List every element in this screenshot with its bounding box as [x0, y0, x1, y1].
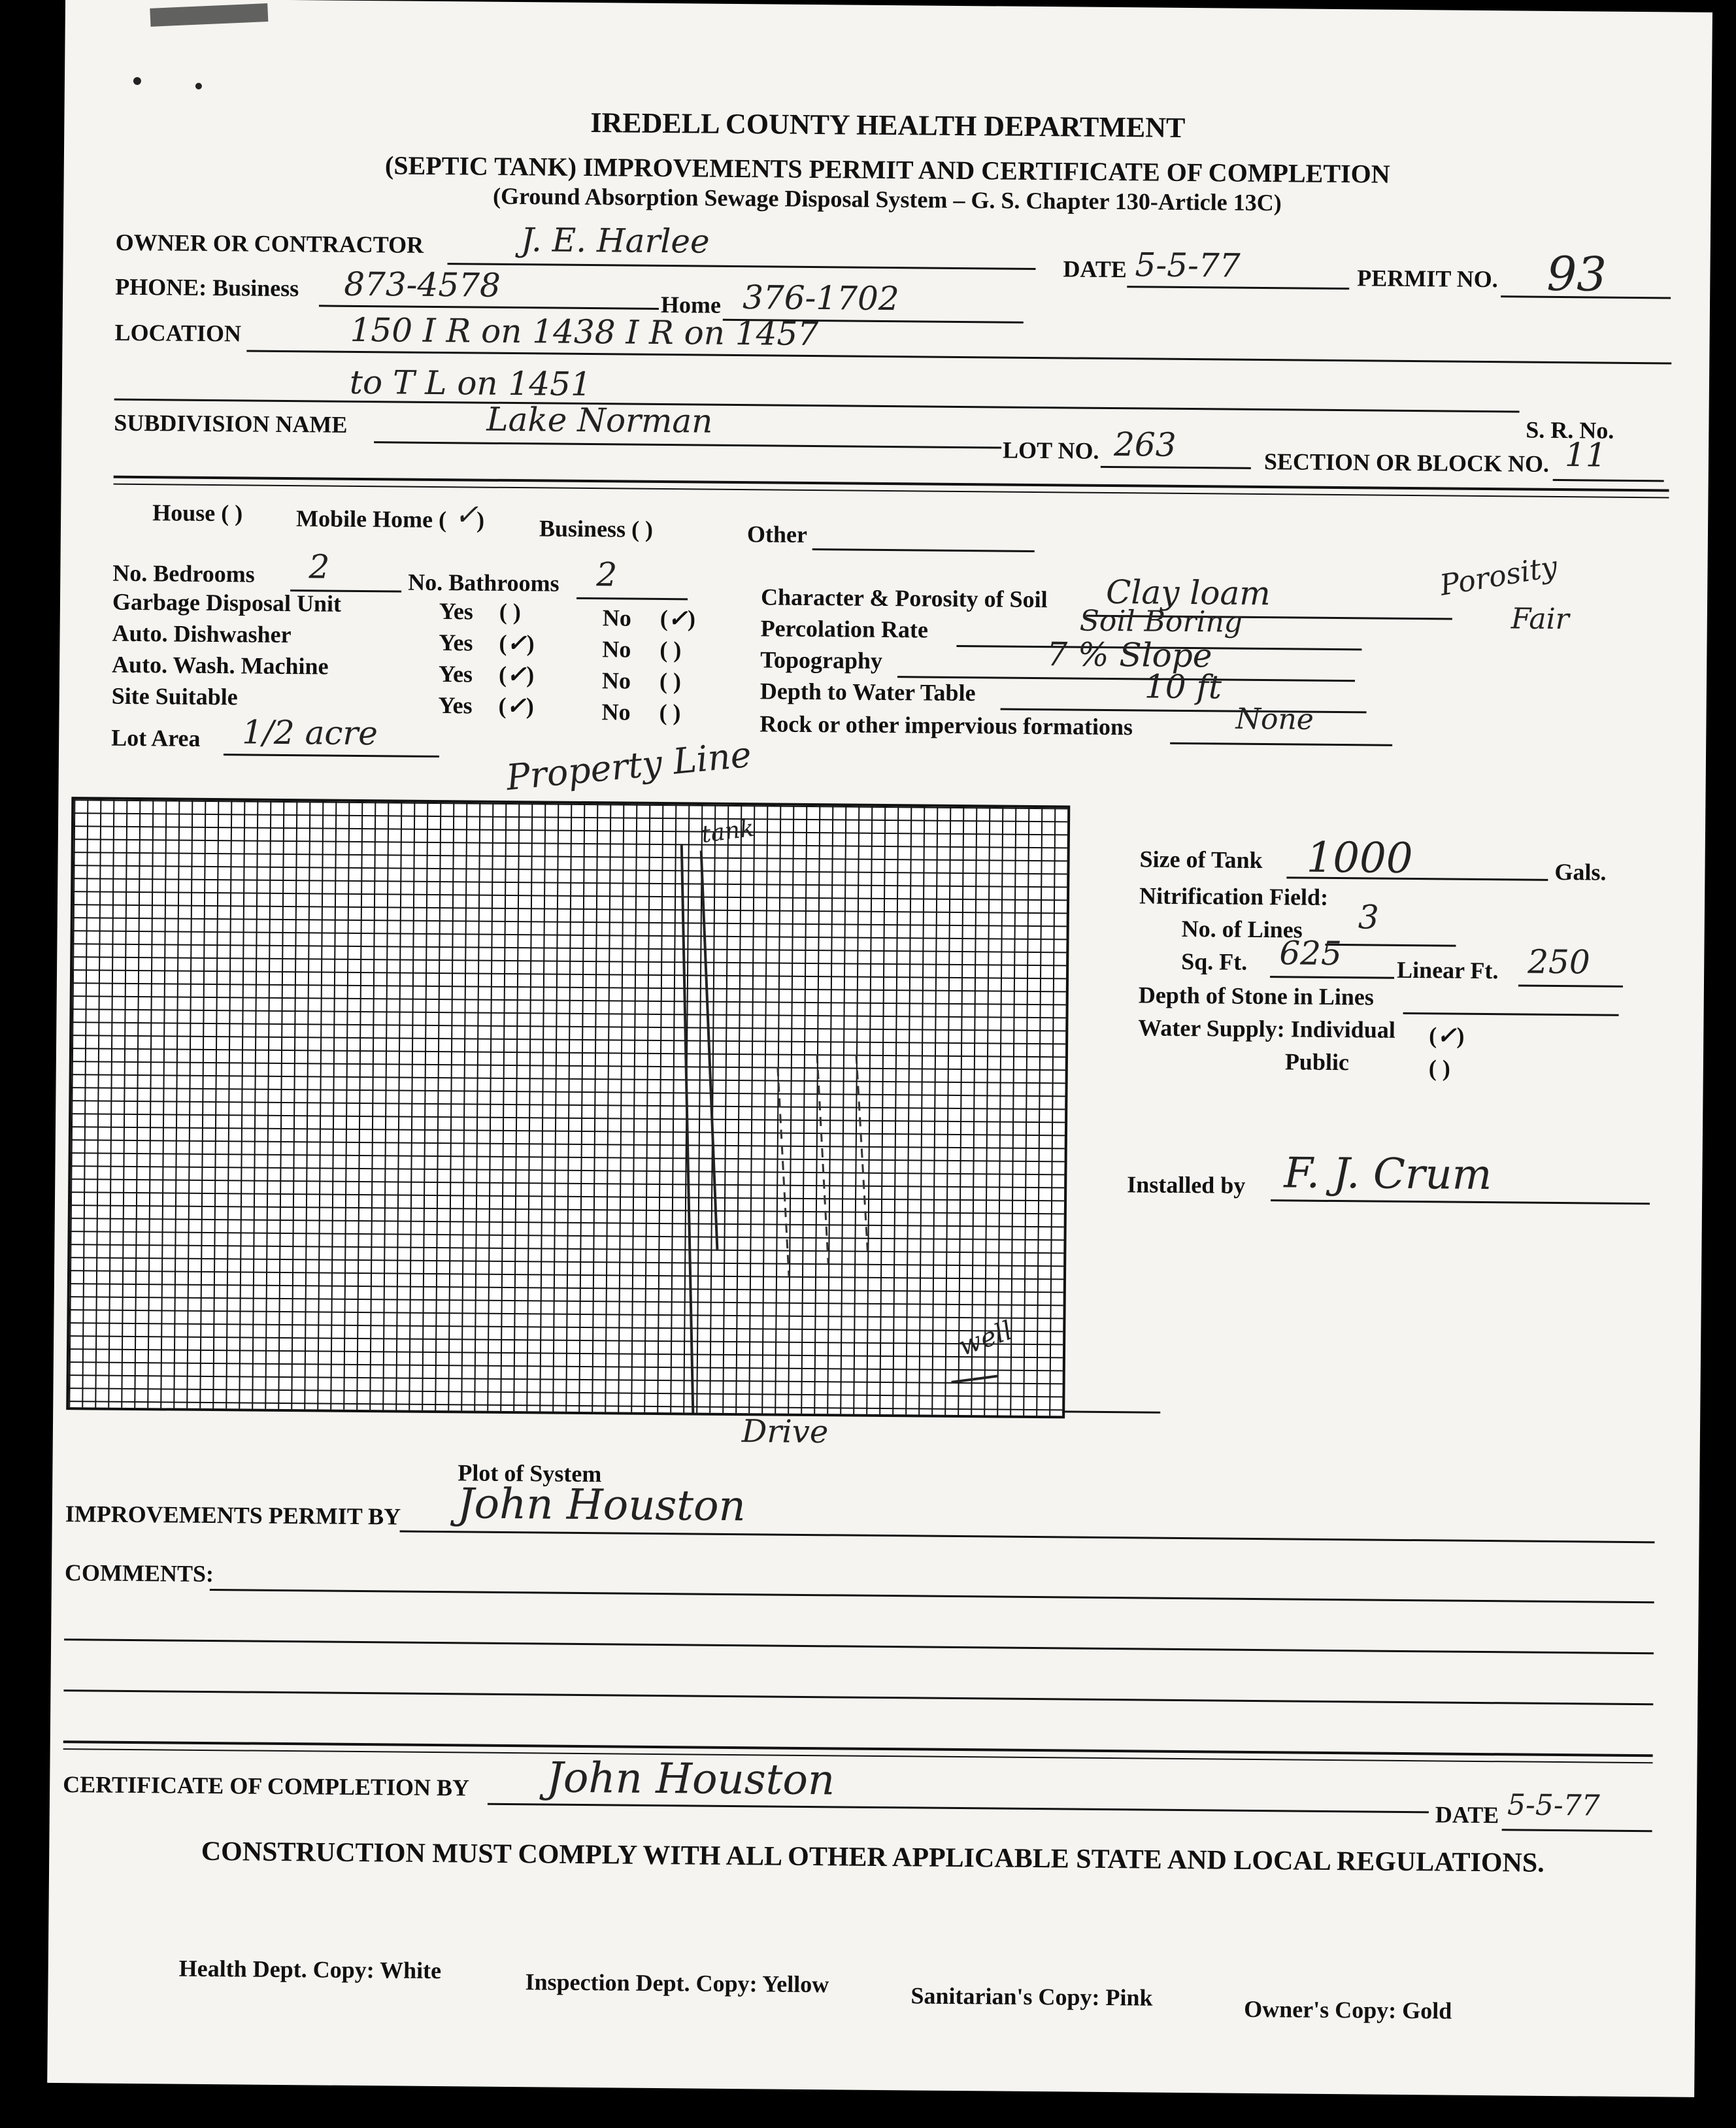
section-line [1553, 479, 1664, 482]
bedrooms-label: No. Bedrooms [112, 559, 255, 588]
form-title: IREDELL COUNTY HEALTH DEPARTMENT [590, 107, 1186, 144]
copy-pink: Sanitarian's Copy: Pink [910, 1982, 1153, 2011]
water-individual-box: (✓) [1429, 1022, 1465, 1049]
nitrification-label: Nitrification Field: [1139, 882, 1329, 910]
plot-note-drive: Drive [741, 1413, 829, 1451]
perc-value: Soil Boring [1079, 604, 1243, 639]
linear-label: Linear Ft. [1396, 956, 1499, 984]
lot-no-line [1101, 466, 1251, 469]
location-value-1: 150 I R on 1438 I R on 1457 [350, 310, 819, 354]
lot-no-value: 263 [1113, 425, 1177, 464]
wash-machine-label: Auto. Wash. Machine [111, 651, 329, 680]
phone-home-value: 376-1702 [742, 278, 899, 318]
wash-machine-no-label: No [601, 667, 631, 694]
form-subtitle-statute: (Ground Absorption Sewage Disposal System – G. S. Chapter 130-Article 13C) [492, 182, 1282, 216]
garbage-label: Garbage Disposal Unit [112, 588, 342, 617]
other-label: Other [746, 521, 808, 548]
phone-business-label: PHONE: Business [115, 273, 299, 302]
permit-no-label: PERMIT NO. [1357, 265, 1498, 293]
phone-business-value: 873-4578 [343, 265, 501, 305]
soil-value: Clay loam [1105, 573, 1271, 613]
sqft-value: 625 [1279, 934, 1343, 973]
garbage-yes-box: ( ) [499, 598, 522, 625]
water-table-value: 10 ft [1144, 667, 1222, 707]
stone-depth-label: Depth of Stone in Lines [1138, 982, 1375, 1010]
site-suitable-no-label: No [601, 699, 631, 725]
installed-by-line [1271, 1199, 1650, 1205]
comments-line-2 [64, 1638, 1654, 1654]
comments-rule-2 [63, 1748, 1653, 1763]
date-value: 5-5-77 [1135, 246, 1241, 285]
bedrooms-value: 2 [309, 548, 330, 586]
water-public-label: Public [1284, 1048, 1350, 1076]
owner-value: J. E. Harlee [520, 221, 710, 261]
installed-by-label: Installed by [1127, 1171, 1246, 1199]
topography-value: 7 % Slope [1046, 635, 1212, 675]
water-public-box: ( ) [1428, 1055, 1450, 1082]
installed-by-value: F. J. Crum [1284, 1149, 1492, 1200]
soil-note-fair: Fair [1511, 602, 1569, 637]
comments-label: COMMENTS: [64, 1559, 214, 1588]
site-suitable-no-box: ( ) [659, 699, 681, 726]
dishwasher-no-label: No [602, 636, 631, 663]
copy-yellow: Inspection Dept. Copy: Yellow [525, 1969, 829, 1998]
other-line [812, 548, 1035, 552]
comments-rule-1 [63, 1740, 1653, 1757]
garbage-no-label: No [602, 605, 631, 631]
mobile-home-label: Mobile Home ( [295, 505, 447, 533]
date-label: DATE [1063, 256, 1127, 283]
lot-area-line [224, 754, 439, 757]
plot-road-extension [1062, 1410, 1160, 1413]
compliance-notice: CONSTRUCTION MUST COMPLY WITH ALL OTHER APPLICABLE STATE AND LOCAL REGULATIONS. [201, 1836, 1544, 1878]
house-option: House ( ) [152, 499, 243, 527]
wash-machine-yes-box: (✓) [498, 661, 535, 688]
tank-size-label: Size of Tank [1139, 846, 1263, 874]
stone-depth-line [1403, 1012, 1619, 1016]
cert-date-label: DATE [1435, 1801, 1499, 1829]
topography-label: Topography [760, 646, 883, 674]
permit-no-value: 93 [1546, 246, 1607, 302]
water-supply-label: Water Supply: Individual [1138, 1014, 1396, 1043]
lot-no-label: LOT NO. [1002, 437, 1099, 464]
tank-size-value: 1000 [1306, 833, 1413, 884]
dishwasher-no-box: ( ) [659, 636, 682, 663]
soil-label: Character & Porosity of Soil [760, 584, 1048, 613]
location-line-1 [246, 350, 1671, 364]
permit-form [47, 0, 1712, 2097]
site-suitable-yes-box: (✓) [498, 692, 534, 720]
plot-of-system-label: Plot of System [458, 1459, 602, 1488]
certificate-by-signature: John Houston [546, 1754, 835, 1805]
mobile-home-close: ) [476, 507, 485, 533]
punch-dot-icon-2 [195, 83, 202, 90]
comments-line-3 [63, 1689, 1653, 1705]
section-value: 11 [1564, 436, 1607, 474]
garbage-no-box: (✓) [659, 605, 696, 632]
lines-value: 3 [1358, 898, 1379, 937]
improvements-by-label: IMPROVEMENTS PERMIT BY [65, 1501, 401, 1530]
rock-value: None [1235, 702, 1314, 737]
site-suitable-label: Site Suitable [111, 682, 238, 710]
bathrooms-line [576, 597, 688, 600]
owner-label: OWNER OR CONTRACTOR [115, 229, 424, 258]
water-table-label: Depth to Water Table [760, 678, 976, 707]
date-line [1127, 286, 1349, 290]
plot-note-property-line: Property Line [504, 733, 754, 799]
bathrooms-value: 2 [596, 556, 618, 594]
perc-label: Percolation Rate [760, 615, 929, 643]
plot-road-line [952, 1376, 997, 1383]
gals-label: Gals. [1554, 858, 1607, 886]
linear-value: 250 [1527, 942, 1590, 982]
subdivision-label: SUBDIVISION NAME [114, 409, 348, 438]
lot-area-value: 1/2 acre [242, 713, 378, 753]
subdivision-value: Lake Norman [486, 400, 713, 441]
dishwasher-yes-label: Yes [439, 629, 473, 656]
sr-no-label: S. R. No. [1526, 416, 1614, 444]
copy-gold: Owner's Copy: Gold [1244, 1995, 1452, 2024]
comments-line-1 [210, 1589, 1654, 1603]
copy-white: Health Dept. Copy: White [178, 1955, 442, 1984]
scan-smudge-icon [150, 3, 268, 27]
site-suitable-yes-label: Yes [438, 692, 473, 719]
rock-label: Rock or other impervious formations [760, 710, 1133, 740]
dishwasher-label: Auto. Dishwasher [112, 620, 292, 648]
sqft-line [1270, 976, 1394, 979]
location-value-2: to T L on 1451 [349, 363, 592, 404]
phone-home-label: Home [660, 291, 722, 318]
section-label: SECTION OR BLOCK NO. [1263, 448, 1550, 477]
location-label: LOCATION [114, 319, 242, 347]
lot-area-label: Lot Area [111, 724, 201, 752]
bathrooms-label: No. Bathrooms [408, 569, 559, 597]
business-option: Business ( ) [539, 515, 654, 542]
soil-note-porosity: Porosity [1437, 550, 1560, 603]
punch-dot-icon [133, 77, 141, 85]
certificate-by-line [488, 1803, 1429, 1814]
form-subtitle: (SEPTIC TANK) IMPROVEMENTS PERMIT AND CERTIFICATE OF COMPLETION [384, 150, 1390, 189]
dishwasher-yes-box: (✓) [499, 629, 535, 657]
lines-line [1325, 944, 1456, 947]
plot-note-tank: tank [699, 814, 756, 849]
plot-note-well: well [954, 1315, 1016, 1362]
divider-rule-1 [114, 476, 1669, 492]
divider-rule-2 [114, 484, 1669, 499]
certificate-by-label: CERTIFICATE OF COMPLETION BY [63, 1771, 470, 1801]
improvements-by-line [400, 1531, 1655, 1544]
sqft-label: Sq. Ft. [1181, 948, 1248, 975]
improvements-by-signature: John Houston [457, 1480, 746, 1531]
owner-line [448, 263, 1036, 270]
phone-business-line [319, 305, 659, 310]
cert-date-value: 5-5-77 [1507, 1788, 1600, 1823]
wash-machine-yes-label: Yes [438, 661, 473, 688]
plot-sketch-lines [676, 844, 721, 1416]
rock-line [1170, 742, 1392, 746]
subdivision-line [374, 441, 1001, 448]
plot-drain-lines [776, 1054, 869, 1277]
wash-machine-no-box: ( ) [659, 667, 682, 695]
lines-label: No. of Lines [1181, 915, 1303, 943]
mobile-home-check-icon: ✓ [454, 498, 479, 532]
cert-date-line [1502, 1829, 1652, 1832]
linear-line [1518, 984, 1623, 987]
garbage-yes-label: Yes [439, 598, 474, 625]
plot-sketch [69, 799, 1067, 1416]
